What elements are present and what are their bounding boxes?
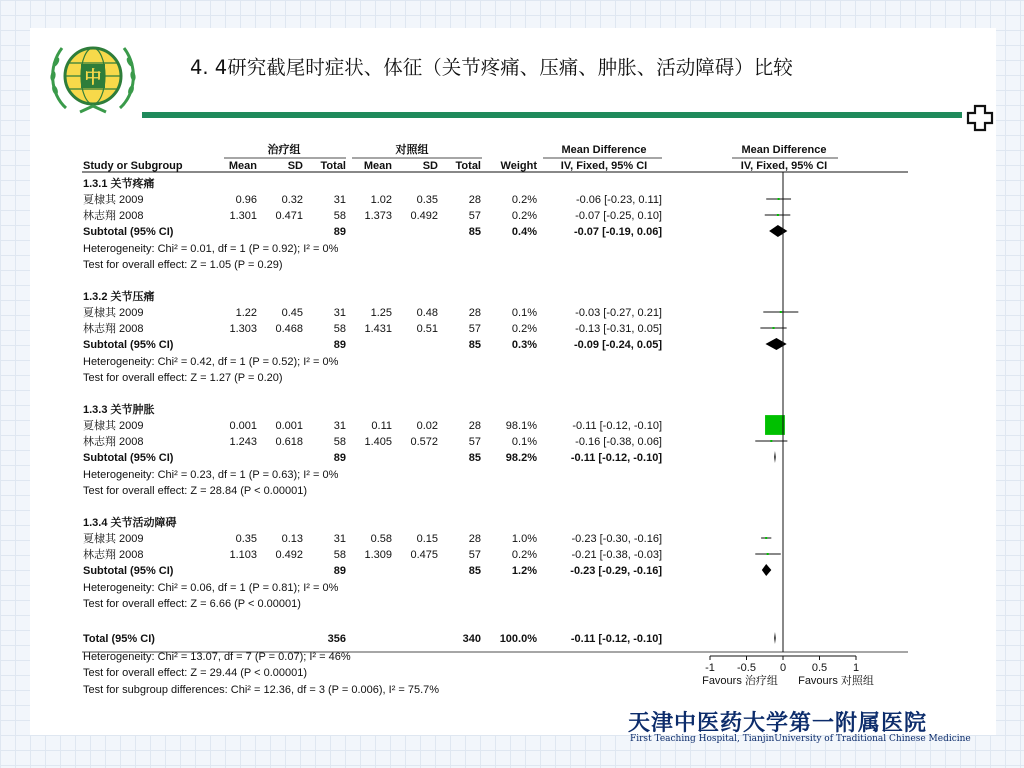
subtotal-row-1-diamond xyxy=(769,225,787,237)
study-row-4-2-square xyxy=(767,553,769,555)
study-row-4-1-ci-text: -0.23 [-0.30, -0.16] xyxy=(571,533,662,545)
subtotal-row-3-weight: 98.2% xyxy=(505,452,537,464)
study-row-1-2-n1: 58 xyxy=(333,210,346,222)
study-row-2-2-sd1: 0.468 xyxy=(275,323,303,335)
heterogeneity-2: Heterogeneity: Chi² = 0.42, df = 1 (P = 0.52); I² = 0% xyxy=(83,356,339,368)
study-row-1-2-mean1: 1.301 xyxy=(229,210,257,222)
x-tick-label-5: 1 xyxy=(852,662,860,674)
study-row-2-2-ci-text: -0.13 [-0.31, 0.05] xyxy=(575,323,662,335)
study-row-1-1-name: 夏棣其 2009 xyxy=(83,194,144,206)
subtotal-row-3-diamond xyxy=(774,451,775,463)
study-row-3-2-weight: 0.1% xyxy=(511,436,537,448)
study-row-1-2-weight: 0.2% xyxy=(511,210,537,222)
study-row-1-2-n2: 57 xyxy=(468,210,481,222)
study-row-4-2-mean2: 1.309 xyxy=(364,549,392,561)
study-row-1-1-sd2: 0.35 xyxy=(416,194,438,206)
study-row-2-2-n1: 58 xyxy=(333,323,346,335)
total-n2: 340 xyxy=(462,633,481,645)
study-row-3-2-name: 林志翔 2008 xyxy=(83,436,144,448)
subtotal-row-4-weight: 1.2% xyxy=(511,565,537,577)
study-row-4-1-sd1: 0.13 xyxy=(281,533,303,545)
heterogeneity-4: Heterogeneity: Chi² = 0.06, df = 1 (P = 0.81); I² = 0% xyxy=(83,582,339,594)
study-row-4-2-mean1: 1.103 xyxy=(229,549,257,561)
overall-effect-4: Test for overall effect: Z = 6.66 (P < 0.00001) xyxy=(83,598,301,610)
total-diamond xyxy=(774,632,775,644)
subgroup-label: 1.3.2 关节压痛 xyxy=(83,291,155,303)
subtotal-row-4-label: Subtotal (95% CI) xyxy=(83,565,174,577)
subtotal-row-1-n2: 85 xyxy=(468,226,481,238)
x-tick-label-4: 0.5 xyxy=(811,662,828,674)
study-row-4-1-weight: 1.0% xyxy=(511,533,537,545)
subtotal-row-3-label: Subtotal (95% CI) xyxy=(83,452,174,464)
study-row-3-1-sd1: 0.001 xyxy=(275,420,303,432)
study-row-2-1-sd1: 0.45 xyxy=(281,307,303,319)
study-row-1-2-sd2: 0.492 xyxy=(410,210,438,222)
study-row-3-2-sd2: 0.572 xyxy=(410,436,438,448)
study-row-2-2-square xyxy=(773,327,775,329)
study-row-3-2-mean1: 1.243 xyxy=(229,436,257,448)
study-row-2-1-name: 夏棣其 2009 xyxy=(83,307,144,319)
heterogeneity-1: Heterogeneity: Chi² = 0.01, df = 1 (P = 0.92); I² = 0% xyxy=(83,243,339,255)
total-label: Total (95% CI) xyxy=(83,633,155,645)
total-weight: 100.0% xyxy=(499,633,537,645)
subtotal-row-2-n1: 89 xyxy=(333,339,346,351)
x-tick-label-3: 0 xyxy=(779,662,787,674)
subgroup-differences: Test for subgroup differences: Chi² = 12.36, df = 3 (P = 0.006), I² = 75.7% xyxy=(83,684,440,696)
study-row-1-2-square xyxy=(777,214,779,216)
study-row-2-1-square xyxy=(780,311,782,313)
subtotal-row-2-ci-text: -0.09 [-0.24, 0.05] xyxy=(573,339,662,351)
col-md-ci: IV, Fixed, 95% CI xyxy=(560,160,648,172)
study-row-3-1-n2: 28 xyxy=(468,420,481,432)
study-row-3-1-n1: 31 xyxy=(333,420,346,432)
col-mean-2: Mean xyxy=(363,160,392,172)
study-row-4-2-sd1: 0.492 xyxy=(275,549,303,561)
study-row-3-1-sd2: 0.02 xyxy=(416,420,438,432)
col-total-2: Total xyxy=(455,160,481,172)
subgroup-label: 1.3.3 关节肿胀 xyxy=(83,404,155,416)
study-row-4-1-n2: 28 xyxy=(468,533,481,545)
study-row-2-2-mean1: 1.303 xyxy=(229,323,257,335)
study-row-3-1-name: 夏棣其 2009 xyxy=(83,420,144,432)
study-row-2-2-mean2: 1.431 xyxy=(364,323,392,335)
col-weight: Weight xyxy=(500,160,537,172)
col-mean-1: Mean xyxy=(228,160,257,172)
col-study: Study or Subgroup xyxy=(83,160,183,172)
subtotal-row-4-n2: 85 xyxy=(468,565,481,577)
study-row-4-2-sd2: 0.475 xyxy=(410,549,438,561)
study-row-1-1-square xyxy=(778,198,780,200)
study-row-4-1-n1: 31 xyxy=(333,533,346,545)
subtotal-row-4-ci-text: -0.23 [-0.29, -0.16] xyxy=(570,565,662,577)
study-row-4-1-square xyxy=(765,537,767,539)
study-row-3-2-square xyxy=(770,440,772,442)
study-row-3-1-square xyxy=(765,415,785,435)
study-row-2-1-mean2: 1.25 xyxy=(370,307,392,319)
header-plot: Mean Difference xyxy=(741,144,827,156)
total-overall-effect: Test for overall effect: Z = 29.44 (P < 0.00001) xyxy=(83,667,308,679)
study-row-3-2-mean2: 1.405 xyxy=(364,436,392,448)
study-row-1-2-ci-text: -0.07 [-0.25, 0.10] xyxy=(575,210,662,222)
x-tick-label-1: -1 xyxy=(705,662,715,674)
study-row-1-1-mean1: 0.96 xyxy=(235,194,257,206)
col-sd-1: SD xyxy=(287,160,303,172)
study-row-4-1-name: 夏棣其 2009 xyxy=(83,533,144,545)
col-sd-2: SD xyxy=(422,160,438,172)
study-row-4-1-mean1: 0.35 xyxy=(235,533,257,545)
study-row-2-2-name: 林志翔 2008 xyxy=(83,323,144,335)
study-row-3-2-sd1: 0.618 xyxy=(275,436,303,448)
subtotal-row-4-n1: 89 xyxy=(333,565,346,577)
study-row-1-1-n2: 28 xyxy=(468,194,481,206)
subtotal-row-3-n1: 89 xyxy=(333,452,346,464)
x-tick-label-2: -0.5 xyxy=(737,662,756,674)
hospital-name-cn: 天津中医药大学第一附属医院 xyxy=(628,711,928,736)
study-row-2-1-sd2: 0.48 xyxy=(416,307,438,319)
study-row-4-1-sd2: 0.15 xyxy=(416,533,438,545)
subtotal-row-2-weight: 0.3% xyxy=(511,339,537,351)
total-heterogeneity: Heterogeneity: Chi² = 13.07, df = 7 (P = 0.07); I² = 46% xyxy=(83,651,351,663)
study-row-1-2-sd1: 0.471 xyxy=(275,210,303,222)
emblem-char: 中 xyxy=(84,68,102,88)
study-row-1-1-ci-text: -0.06 [-0.23, 0.11] xyxy=(575,194,662,206)
study-row-3-2-n1: 58 xyxy=(333,436,346,448)
col-plot-ci: IV, Fixed, 95% CI xyxy=(740,160,828,172)
subtotal-row-4-diamond xyxy=(762,564,771,576)
study-row-4-2-weight: 0.2% xyxy=(511,549,537,561)
slide-title: 4. 4研究截尾时症状、体征（关节疼痛、压痛、肿胀、活动障碍）比较 xyxy=(190,56,793,79)
subgroup-label: 1.3.1 关节疼痛 xyxy=(83,178,155,190)
study-row-1-2-name: 林志翔 2008 xyxy=(83,210,144,222)
heterogeneity-3: Heterogeneity: Chi² = 0.23, df = 1 (P = 0.63); I² = 0% xyxy=(83,469,339,481)
header-group-treat: 治疗组 xyxy=(267,144,301,156)
col-total-1: Total xyxy=(320,160,346,172)
study-row-4-1-mean2: 0.58 xyxy=(370,533,392,545)
study-row-2-1-n2: 28 xyxy=(468,307,481,319)
study-row-1-1-weight: 0.2% xyxy=(511,194,537,206)
subtotal-row-1-label: Subtotal (95% CI) xyxy=(83,226,174,238)
study-row-2-1-mean1: 1.22 xyxy=(235,307,257,319)
overall-effect-2: Test for overall effect: Z = 1.27 (P = 0.20) xyxy=(83,372,283,384)
study-row-2-1-weight: 0.1% xyxy=(511,307,537,319)
study-row-4-2-n1: 58 xyxy=(333,549,346,561)
favours-left-label: Favours 治疗组 xyxy=(702,675,778,687)
study-row-2-2-sd2: 0.51 xyxy=(416,323,438,335)
study-row-3-1-mean2: 0.11 xyxy=(371,420,392,432)
subtotal-row-1-weight: 0.4% xyxy=(511,226,537,238)
study-row-2-2-weight: 0.2% xyxy=(511,323,537,335)
subgroup-label: 1.3.4 关节活动障碍 xyxy=(83,517,177,529)
study-row-4-2-n2: 57 xyxy=(468,549,481,561)
study-row-4-2-ci-text: -0.21 [-0.38, -0.03] xyxy=(571,549,662,561)
study-row-1-2-mean2: 1.373 xyxy=(364,210,392,222)
study-row-2-2-n2: 57 xyxy=(468,323,481,335)
study-row-4-2-name: 林志翔 2008 xyxy=(83,549,144,561)
subtotal-row-3-n2: 85 xyxy=(468,452,481,464)
subtotal-row-2-n2: 85 xyxy=(468,339,481,351)
study-row-1-1-n1: 31 xyxy=(333,194,346,206)
header-group-control: 对照组 xyxy=(395,144,429,156)
study-row-3-1-ci-text: -0.11 [-0.12, -0.10] xyxy=(572,420,662,432)
overall-effect-3: Test for overall effect: Z = 28.84 (P < 0.00001) xyxy=(83,485,308,497)
total-ci-text: -0.11 [-0.12, -0.10] xyxy=(570,633,662,645)
study-row-2-1-n1: 31 xyxy=(333,307,346,319)
study-row-1-1-sd1: 0.32 xyxy=(281,194,303,206)
study-row-2-1-ci-text: -0.03 [-0.27, 0.21] xyxy=(575,307,662,319)
study-row-3-1-mean1: 0.001 xyxy=(229,420,257,432)
hospital-name-en: First Teaching Hospital, TianjinUniversity of Traditional Chinese Medicine xyxy=(630,734,971,744)
total-n1: 356 xyxy=(327,633,346,645)
study-row-3-2-n2: 57 xyxy=(468,436,481,448)
subtotal-row-1-n1: 89 xyxy=(333,226,346,238)
subtotal-row-1-ci-text: -0.07 [-0.19, 0.06] xyxy=(573,226,662,238)
favours-right-label: Favours 对照组 xyxy=(798,675,874,687)
subtotal-row-3-ci-text: -0.11 [-0.12, -0.10] xyxy=(570,452,662,464)
subtotal-row-2-label: Subtotal (95% CI) xyxy=(83,339,174,351)
study-row-1-1-mean2: 1.02 xyxy=(370,194,392,206)
overall-effect-1: Test for overall effect: Z = 1.05 (P = 0.29) xyxy=(83,259,283,271)
study-row-3-2-ci-text: -0.16 [-0.38, 0.06] xyxy=(575,436,662,448)
header-md: Mean Difference xyxy=(561,144,647,156)
study-row-3-1-weight: 98.1% xyxy=(505,420,537,432)
